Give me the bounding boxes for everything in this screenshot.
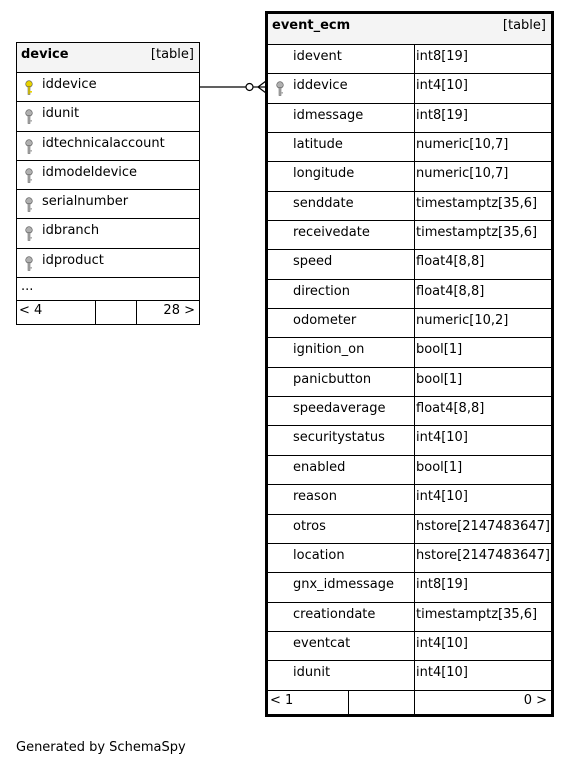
column-name: speed bbox=[293, 254, 333, 270]
column-type: timestamptz[35,6] bbox=[416, 225, 538, 241]
table-row[interactable] bbox=[17, 219, 199, 248]
table-type-label: [table] bbox=[150, 47, 194, 62]
column-type: int4[10] bbox=[416, 489, 468, 505]
column-type: float4[8,8] bbox=[416, 283, 485, 299]
primary-key-icon bbox=[24, 80, 34, 96]
table-event-ecm[interactable] bbox=[265, 11, 554, 717]
column-type: int4[10] bbox=[416, 665, 468, 681]
column-name: eventcat bbox=[293, 635, 351, 651]
column-type: timestamptz[35,6] bbox=[416, 195, 538, 211]
table-row[interactable] bbox=[268, 397, 551, 426]
table-row[interactable] bbox=[268, 74, 551, 103]
table-row[interactable] bbox=[268, 280, 551, 309]
more-label: ... bbox=[21, 279, 34, 295]
parent-count[interactable]: < 1 bbox=[270, 692, 294, 708]
column-name: odometer bbox=[293, 313, 357, 329]
foreign-key-icon bbox=[24, 197, 34, 213]
column-type: int8[19] bbox=[416, 49, 468, 64]
table-row[interactable] bbox=[268, 603, 551, 632]
table-row[interactable] bbox=[17, 73, 199, 102]
foreign-key-icon bbox=[24, 139, 34, 155]
column-name: longitude bbox=[293, 166, 355, 182]
table-name: device bbox=[21, 47, 69, 62]
column-type: bool[1] bbox=[416, 371, 463, 387]
foreign-key-icon bbox=[24, 109, 34, 125]
foreign-key-icon bbox=[24, 226, 34, 242]
column-name: direction bbox=[293, 283, 350, 299]
table-row[interactable] bbox=[268, 515, 551, 544]
table-type-label: [table] bbox=[502, 18, 546, 33]
table-row[interactable] bbox=[268, 426, 551, 455]
table-row[interactable] bbox=[268, 338, 551, 367]
foreign-key-icon bbox=[24, 168, 34, 184]
column-type: int8[19] bbox=[416, 577, 468, 593]
table-footer bbox=[17, 301, 199, 324]
table-row[interactable] bbox=[268, 456, 551, 485]
column-type: bool[1] bbox=[416, 459, 463, 475]
column-type: int4[10] bbox=[416, 635, 468, 651]
column-name: reason bbox=[293, 489, 337, 505]
column-name: idtechnicalaccount bbox=[42, 135, 165, 151]
table-row[interactable] bbox=[268, 309, 551, 338]
table-row[interactable] bbox=[268, 104, 551, 133]
column-name: iddevice bbox=[42, 77, 97, 92]
parent-count[interactable]: < 4 bbox=[19, 303, 43, 319]
column-type: hstore[2147483647] bbox=[416, 547, 550, 563]
column-type: timestamptz[35,6] bbox=[416, 606, 538, 622]
column-type: float4[8,8] bbox=[416, 254, 485, 270]
table-row[interactable] bbox=[268, 221, 551, 250]
table-header bbox=[17, 43, 199, 73]
column-name: creationdate bbox=[293, 606, 376, 622]
table-row[interactable] bbox=[17, 102, 199, 131]
column-name: idmodeldevice bbox=[42, 164, 138, 180]
more-columns-indicator bbox=[17, 278, 199, 301]
table-footer bbox=[268, 691, 551, 714]
table-device[interactable] bbox=[16, 42, 200, 325]
table-row[interactable] bbox=[268, 192, 551, 221]
column-type: int8[19] bbox=[416, 107, 468, 123]
table-row[interactable] bbox=[268, 544, 551, 573]
table-row[interactable] bbox=[17, 190, 199, 219]
table-row[interactable] bbox=[268, 133, 551, 162]
column-type: int4[10] bbox=[416, 430, 468, 446]
column-name: enabled bbox=[293, 459, 346, 475]
table-row[interactable] bbox=[268, 632, 551, 661]
column-type: numeric[10,7] bbox=[416, 137, 509, 153]
table-row[interactable] bbox=[268, 485, 551, 514]
table-row[interactable] bbox=[268, 573, 551, 602]
foreign-key-icon bbox=[24, 256, 34, 272]
column-name: idbranch bbox=[42, 223, 100, 239]
column-name: ignition_on bbox=[293, 342, 365, 358]
table-row[interactable] bbox=[268, 661, 551, 690]
column-name: speedaverage bbox=[293, 401, 386, 417]
column-type: numeric[10,7] bbox=[416, 166, 509, 182]
table-row[interactable] bbox=[268, 250, 551, 279]
column-type: int4[10] bbox=[416, 78, 468, 94]
table-name: event_ecm bbox=[272, 18, 351, 33]
table-row[interactable] bbox=[17, 132, 199, 161]
table-header bbox=[268, 14, 551, 45]
table-row[interactable] bbox=[268, 162, 551, 191]
child-count[interactable]: 0 > bbox=[523, 692, 547, 708]
foreign-key-icon bbox=[275, 81, 285, 97]
column-type: float4[8,8] bbox=[416, 401, 485, 417]
table-row[interactable] bbox=[17, 161, 199, 190]
child-count[interactable]: 28 > bbox=[163, 303, 195, 319]
column-type: bool[1] bbox=[416, 342, 463, 358]
column-name: idunit bbox=[293, 665, 331, 681]
column-name: receivedate bbox=[293, 225, 370, 241]
column-type: hstore[2147483647] bbox=[416, 518, 550, 534]
column-name: gnx_idmessage bbox=[293, 577, 394, 593]
generator-credit: Generated by SchemaSpy bbox=[16, 740, 186, 755]
column-name: idmessage bbox=[293, 107, 364, 123]
table-row[interactable] bbox=[268, 368, 551, 397]
column-type: numeric[10,2] bbox=[416, 313, 509, 329]
column-name: otros bbox=[293, 518, 326, 534]
column-name: idevent bbox=[293, 49, 342, 64]
column-name: iddevice bbox=[293, 78, 348, 94]
column-name: senddate bbox=[293, 195, 354, 211]
column-name: panicbutton bbox=[293, 371, 372, 387]
column-name: location bbox=[293, 547, 345, 563]
column-name: idproduct bbox=[42, 252, 104, 268]
table-row[interactable] bbox=[17, 249, 199, 278]
column-name: serialnumber bbox=[42, 194, 129, 210]
column-name: latitude bbox=[293, 137, 343, 153]
table-row[interactable] bbox=[268, 45, 551, 74]
column-name: securitystatus bbox=[293, 430, 385, 446]
column-name: idunit bbox=[42, 106, 80, 122]
